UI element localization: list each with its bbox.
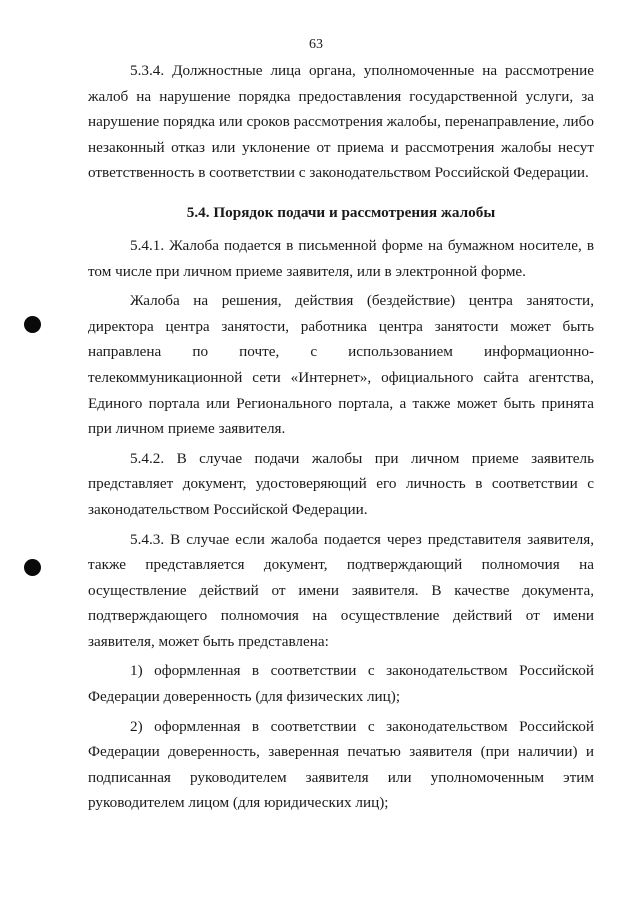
punch-hole-icon <box>24 559 41 576</box>
paragraph-5-4-1: 5.4.1. Жалоба подается в письменной форме на бумажном носителе, в том числе при личном приеме заявителя, или в электронной форме. <box>88 236 594 280</box>
document-body <box>88 58 594 816</box>
list-item-1: 1) оформленная в соответствии с законодательством Российской Федерации доверенность (для физических лиц); <box>88 662 594 706</box>
section-heading: 5.4. Порядок подачи и рассмотрения жалобы <box>186 203 496 221</box>
paragraph-5-4-2: 5.4.2. В случае подачи жалобы при личном приеме заявитель представляет документ, удостоверяющий его личность в соответствии с законодательством Российской Федерации. <box>88 449 594 518</box>
list-item-2: 2) оформленная в соответствии с законодательством Российской Федерации доверенность, заверенная печатью заявителя (при наличии) и подписанная руководителем заявителя или уполномоченным этим руководителем лицом (для юридических лиц); <box>88 717 594 812</box>
paragraph-5-4-3: 5.4.3. В случае если жалоба подается через представителя заявителя, также представляется документ, подтверждающий полномочия на осуществление действий от имени заявителя. В качестве документа, подтверждающего полномочия на осуществление действий от имени заявителя, может быть представлена: <box>88 530 594 650</box>
punch-hole-icon <box>24 316 41 333</box>
paragraph-5-3-4: 5.3.4. Должностные лица органа, уполномоченные на рассмотрение жалоб на нарушение порядка предоставления государственной услуги, за нарушение порядка или сроков рассмотрения жалобы, перенаправление, либо незаконный отказ или уклонение от приема и рассмотрения жалобы несут ответственность в соответствии с законодательством Российской Федерации. <box>88 62 594 182</box>
page-number: 63 <box>309 37 323 52</box>
paragraph-5-4-1-complaint: Жалоба на решения, действия (бездействие) центра занятости, директора центра занятости, работника центра занятости может быть направлена по почте, с использованием информационно-телекоммуникационной сети «Интернет», официального сайта агентства, Единого портала или Регионального портала, а также может быть принята при личном приеме заявителя. <box>88 292 594 438</box>
